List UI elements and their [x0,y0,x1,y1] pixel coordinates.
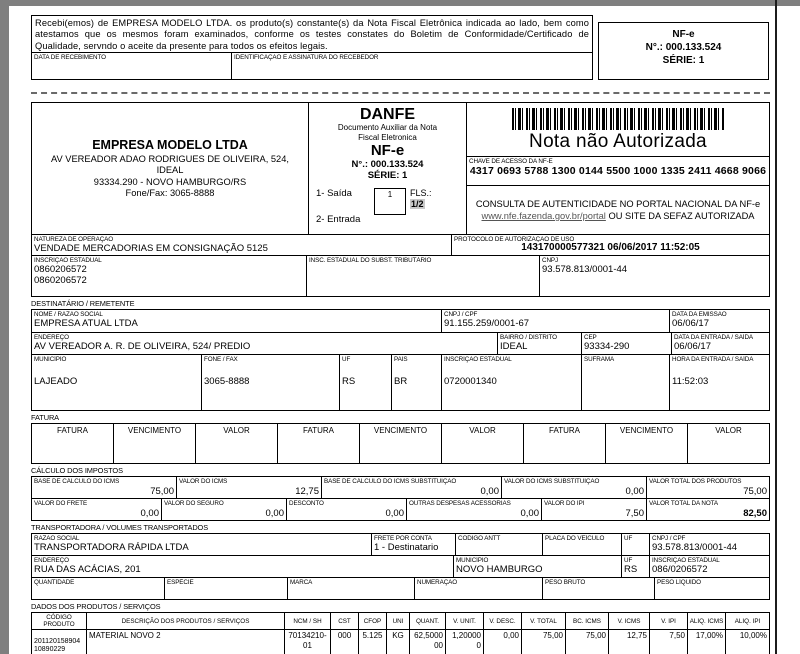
page-right-edge [775,0,777,654]
consulta-text-1: CONSULTA DE AUTENTICIDADE NO PORTAL NACIONAL DA NF-e [475,198,761,209]
product-col-header: ALIQ. ICMS [687,613,725,629]
fls-label: FLS.: [410,188,432,198]
tax-cell: VALOR DO IPI 7,50 [541,499,646,520]
product-col-header: V. UNIT. [445,613,483,629]
product-col-header: QUANT. [409,613,445,629]
issue-date-cell [669,310,769,332]
tax-cell: BASE DE CÁLCULO DO ICMS SUBSTITUIÇÃO 0,00 [321,477,501,498]
product-code: 201120158904 10890229 [34,638,81,653]
carrier-name-cell: RAZÃO SOCIAL TRANSPORTADORA RÁPIDA LTDA [34,535,189,554]
issue-date-value: 06/06/17 [672,318,709,330]
product-cst: 000 [330,630,358,654]
product-col-header: V. DESC. [483,613,521,629]
access-key-value: 4317 0693 5788 1300 0144 5500 1000 1335 2411 4668 9066 [469,165,767,178]
issuer-cnpj-cell [539,256,769,296]
carrier-uf-cell: UF [621,534,649,555]
stub-nfe-title: NF-e [672,29,695,40]
tax-cell: VALOR DO ICMS 12,75 [176,477,321,498]
carrier-address-cell: ENDEREÇO RUA DAS ACÁCIAS, 201 [34,557,141,576]
volume-numbering-cell: NUMERAÇÃO [414,578,542,599]
option-out: 1- Saída [316,188,352,199]
recipient-country-cell [391,355,441,410]
protocol-label: PROTOCOLO DE AUTORIZAÇÃO DE USO [454,236,575,242]
entry-time-value: 11:52:03 [672,376,709,388]
product-discount-value: 0,00 [483,630,521,654]
state-registration-cell [32,256,306,296]
recipient-name-label: NOME / RAZÃO SOCIAL [34,311,103,318]
cut-line [31,92,770,94]
receipt-statement: Recebi(emos) de EMPRESA MODELO LTDA. os produto(s) constante(s) da Nota Fiscal Eletrônica indicada ao lado, bem como atestamos que os mesmos foram examinados, conforme os testes constates do Boletim de Conformidade/Certificado de Qualidade, servndo o aceite da presente para todos os efeitos legais. [35,18,589,51]
product-col-header: CÓDIGO PRODUTO [43,614,75,628]
issuer-cnpj-value: 93.578.813/0001-44 [542,264,628,276]
recipient-suframa-cell [581,355,669,410]
window-left-border [0,0,9,654]
section-carrier: TRANSPORTADORA / VOLUMES TRANSPORTADOS [31,523,209,532]
recipient-address-label: ENDEREÇO [34,334,69,341]
recipient-name-cell [32,310,441,332]
invoice-header-cell: VALOR [687,424,769,463]
invoice-header-cell: VALOR [441,424,523,463]
authorization-box [467,103,769,234]
tax-cell: VALOR DO ICMS SUBSTITUIÇÃO 0,00 [501,477,646,498]
product-ncm: 70134210-01 [284,630,330,654]
recipient-ie-label: INSCRIÇÃO ESTADUAL [444,356,512,363]
protocol-value: 143170000577321 06/06/2017 11:52:05 [521,242,700,253]
operation-nature-label: NATUREZA DE OPERAÇÃO [34,236,114,243]
recipient-cnpj-label: CNPJ / CPF [444,311,478,318]
entry-time-label: HORA DA ENTRADA / SAÍDA [672,356,754,363]
danfe-series: SÉRIE: 1 [367,170,408,181]
recipient-district-label: BAIRRO / DISTRITO [500,334,557,341]
issuer-address-2: IDEAL [156,165,184,175]
protocol-cell [451,235,769,255]
product-ipi-rate: 10,00% [725,630,769,654]
entry-time-cell [669,355,769,410]
recipient-address-cell [32,333,497,354]
recipient-address-value: AV VEREADOR A. R. DE OLIVEIRA, 524/ PREDIO [34,341,251,353]
recipient-district-value: IDEAL [500,341,528,353]
recipient-cep-label: CEP [584,334,597,341]
state-registration-value-2: 0860206572 [34,275,87,287]
receipt-date-cell [32,53,232,79]
product-unit: KG [386,630,409,654]
product-quantity: 62,500000 [409,630,445,654]
recipient-uf-label: UF [342,356,351,363]
nfe-portal-link[interactable]: www.nfe.fazenda.gov.br/portal [481,211,606,221]
products-table [31,612,770,654]
invoice-header-cell: FATURA [523,424,605,463]
carrier-plate-cell: PLACA DO VEÍCULO [542,534,621,555]
product-unit-value: 1,200000 [445,630,483,654]
receipt-date-label: DATA DE RECEBIMENTO [34,54,106,61]
issuer-box [32,103,308,234]
operation-nature-value: VENDADE MERCADORIAS EM CONSIGNAÇÃO 5125 [34,243,268,254]
state-registration-value-1: 0860206572 [34,264,87,276]
volume-net-weight-cell: PESO LÍQUIDO [654,578,769,599]
recipient-cep-cell [581,333,671,354]
recipient-uf-value: RS [342,376,356,388]
danfe-box [308,103,467,234]
recipient-uf-cell [339,355,391,410]
state-registration-label: INSCRIÇÃO ESTADUAL [34,257,102,264]
product-icms-base: 75,00 [565,630,608,654]
issue-date-label: DATA DA EMISSÃO [672,311,727,318]
product-col-header: V. IPI [649,613,687,629]
recipient-country-value: BR [394,376,408,388]
danfe-subtitle-1: Documento Auxiliar da Nota [337,123,438,132]
recipient-city-label: MUNICÍPIO [34,356,67,363]
stub-nfe-box [598,22,769,80]
tax-cell: DESCONTO 0,00 [286,499,406,520]
product-ipi-value: 7,50 [649,630,687,654]
product-col-header: V. ICMS [608,613,649,629]
tax-cell: VALOR DO SEGURO 0,00 [161,499,286,520]
danfe-sheet [9,6,775,654]
issuer-cnpj-label: CNPJ [542,257,559,264]
issuer-name: EMPRESA MODELO LTDA [92,137,248,152]
product-cfop: 5.125 [358,630,386,654]
recipient-name-value: EMPRESA ATUAL LTDA [34,318,138,330]
volume-gross-weight-cell: PESO BRUTO [542,578,654,599]
product-col-header: NCM / SH [284,613,330,629]
product-row [32,630,769,654]
tax-cell: OUTRAS DESPESAS ACESSORIAS 0,00 [406,499,541,520]
entry-date-value: 06/06/17 [674,341,711,353]
receipt-signature-cell [232,53,592,79]
recipient-phone-label: FONE / FAX [204,356,238,363]
authorization-status: Nota não Autorizada [529,131,707,152]
carrier-cnpj-cell: CNPJ / CPF 93.578.813/0001-44 [649,534,769,555]
header-block [31,102,770,297]
subst-registration-label: INSC. ESTADUAL DO SUBST. TRIBUTÁRIO [309,257,432,264]
product-description: MATERIAL NOVO 2 [86,630,284,654]
fls-value: 1/2 [411,199,424,209]
recipient-cep-value: 93334-290 [584,341,630,353]
section-products: DADOS DOS PRODUTOS / SERVIÇOS [31,602,161,611]
section-invoice: FATURA [31,413,60,422]
issuer-address-3: 93334.290 - NOVO HAMBURGO/RS [93,176,247,187]
tax-cell: VALOR TOTAL DOS PRODUTOS 75,00 [646,477,769,498]
recipient-cnpj-value: 91.155.259/0001-67 [444,318,530,330]
danfe-number: N°.: 000.133.524 [351,159,424,170]
invoice-header-cell: VALOR [195,424,277,463]
recipient-country-label: PAIS [394,356,408,363]
recipient-cnpj-cell [441,310,669,332]
recipient-phone-value: 3065-8888 [204,376,250,388]
product-col-header: UNI [386,613,409,629]
recipient-block [31,309,770,411]
issuer-phone: Fone/Fax: 3065-8888 [125,188,215,198]
products-header-row [32,613,769,630]
recipient-ie-cell [441,355,581,410]
operation-type-box: 1 [374,188,406,215]
subst-registration-cell [306,256,539,296]
invoice-header-cell: FATURA [57,426,88,435]
invoice-header-cell: VENCIMENTO [113,424,195,463]
invoice-header-cell: VENCIMENTO [605,424,687,463]
section-taxes: CÁLCULO DOS IMPOSTOS [31,466,123,475]
recipient-city-cell [32,355,201,410]
receipt-stub-box [31,15,593,80]
recipient-city-value: LAJEADO [34,376,78,388]
product-total-value: 75,00 [521,630,565,654]
carrier-antt-cell: CÓDIGO ANTT [455,534,542,555]
volume-species-cell: ESPÉCIE [164,578,287,599]
recipient-suframa-label: SUFRAMA [584,356,615,363]
consulta-text-2: OU SITE DA SEFAZ AUTORIZADA [608,211,755,221]
operation-nature-cell [32,235,451,255]
stub-nfe-number: N°.: 000.133.524 [645,42,722,53]
product-icms-rate: 17,00% [687,630,725,654]
product-icms-value: 12,75 [608,630,649,654]
danfe-document [31,102,770,654]
carrier-block [31,533,770,600]
product-col-header: BC. ICMS [565,613,608,629]
product-col-header: DESCRIÇÃO DOS PRODUTOS / SERVIÇOS [86,613,284,629]
receipt-stub [31,15,775,80]
carrier-city-cell: MUNICÍPIO NOVO HAMBURGO [453,556,621,577]
access-key-label: CHAVE DE ACESSO DA NF-E [469,158,553,165]
recipient-district-cell [497,333,581,354]
receipt-signature-label: IDENTIFICAÇÃO E ASSINATURA DO RECEBEDOR [234,54,379,61]
invoice-header-cell: FATURA [277,424,359,463]
stub-nfe-series: SÉRIE: 1 [662,55,705,66]
product-col-header: CFOP [358,613,386,629]
tax-cell: VALOR DO FRETE 0,00 [34,500,159,519]
tax-cell: BASE DE CÁLCULO DO ICMS 75,00 [34,478,174,497]
carrier-uf2-cell: UF RS [621,556,649,577]
barcode-image [512,108,724,130]
invoice-header-cell: VENCIMENTO [359,424,441,463]
option-in: 2- Entrada [316,214,361,225]
section-recipient: DESTINATÁRIO / REMETENTE [31,299,135,308]
invoice-total-cell: VALOR TOTAL DA NOTA 82,50 [646,499,769,520]
danfe-subtitle-2: Fiscal Eletronica [358,132,417,142]
product-col-header: ALIQ. IPI [725,613,769,629]
carrier-freight-cell: FRETE POR CONTA 1 - Destinatario [371,534,455,555]
volume-qty-cell: QUANTIDADE [34,579,75,586]
danfe-title: DANFE [359,106,416,123]
product-col-header: V. TOTAL [521,613,565,629]
volume-brand-cell: MARCA [287,578,414,599]
recipient-ie-value: 0720001340 [444,376,497,388]
danfe-nfe: NF-e [370,142,405,159]
carrier-ie-cell: INSCRIÇÃO ESTADUAL 086/0206572 [649,556,769,577]
issuer-address-1: AV VEREADOR ADAO RODRIGUES DE OLIVEIRA, 524, [50,153,289,164]
taxes-block [31,476,770,521]
product-col-header: CST [330,613,358,629]
recipient-phone-cell [201,355,339,410]
entry-date-cell [671,333,769,354]
invoice-block [31,423,770,464]
entry-date-label: DATA DA ENTRADA / SAÍDA [674,334,753,341]
